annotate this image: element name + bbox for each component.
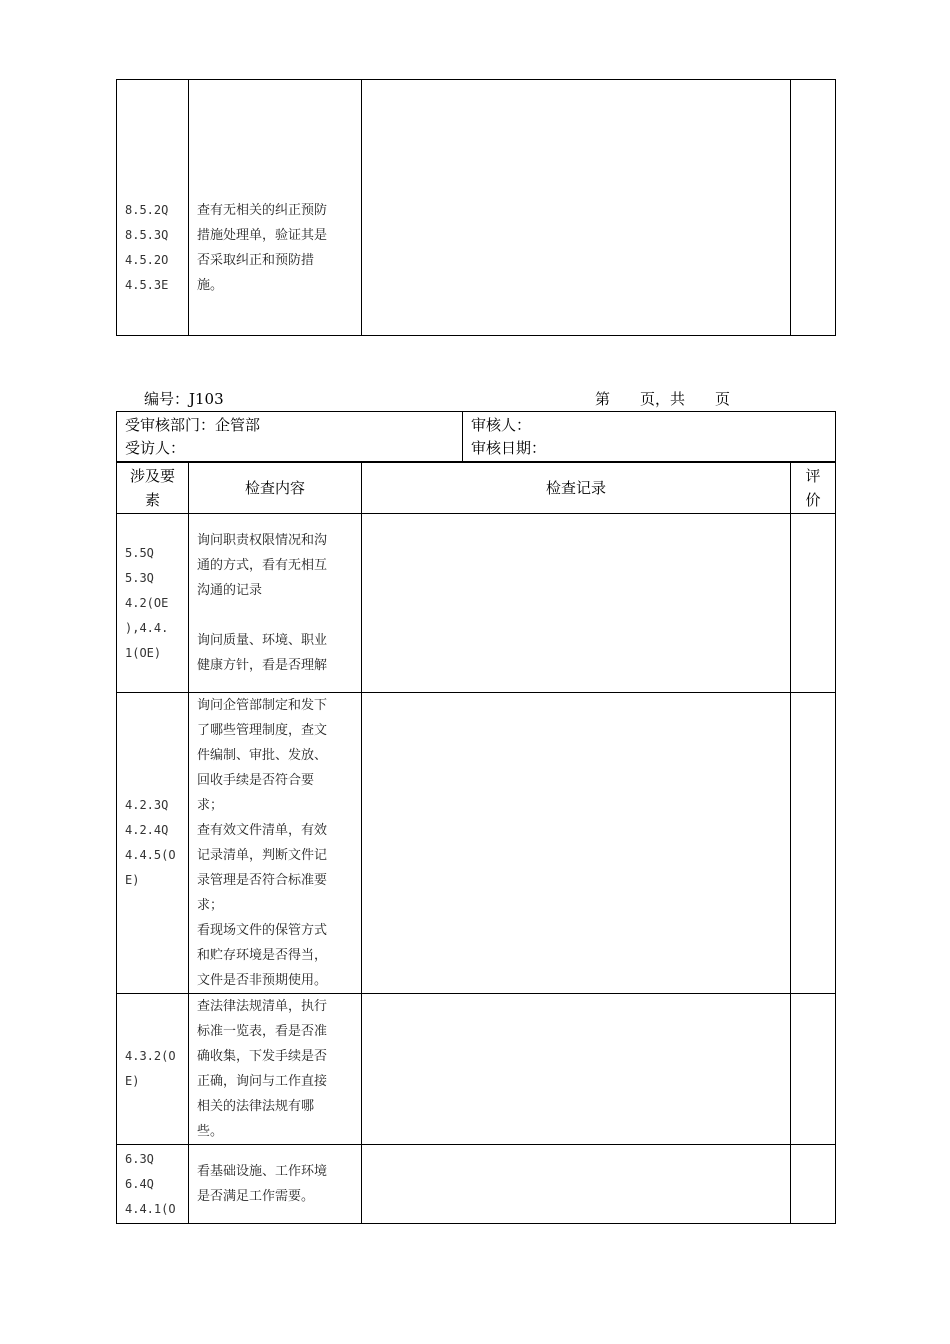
element-code: 4.3.2(O [125,1049,176,1063]
table-row [117,514,836,693]
element-code: 6.3Q [125,1151,154,1166]
check-record-cell[interactable] [362,693,791,994]
content-line: 记录清单，判断文件记 [197,848,328,863]
content-line: 是否满足工作需要。 [197,1189,315,1204]
content-line: 看现场文件的保管方式 [197,923,328,938]
audit-info-table [116,411,836,463]
content-line: 询问质量、环境、职业 [197,633,328,648]
rating-cell[interactable] [791,1145,836,1224]
check-record-cell[interactable] [362,80,791,336]
check-record-cell[interactable] [362,514,791,693]
dept-info-cell [117,412,463,463]
element-codes-cell [117,994,189,1145]
element-code: 5.5Q [125,545,154,560]
rating-cell[interactable] [791,994,836,1145]
content-line: 查法律法规清单，执行 [197,999,328,1014]
content-line: 件编制、审批、发放、 [197,748,328,763]
element-code: 8.5.3Q [125,228,169,242]
content-line: 回收手续是否符合要 [197,773,315,788]
check-content-cell [189,994,362,1145]
header-rating: 评 价 [791,462,836,514]
rating-cell[interactable] [791,80,836,336]
check-record-cell[interactable] [362,994,791,1145]
content-line: 文件是否非预期使用。 [197,973,328,988]
element-code: 4.2.3Q [125,798,169,812]
content-line: 查有无相关的纠正预防 [197,203,328,218]
check-content-cell [189,514,362,693]
element-code: 5.3Q [125,570,154,585]
rating-cell[interactable] [791,693,836,994]
element-code: 4.5.2O [125,253,169,267]
header-record: 检查记录 [362,462,791,514]
content-line: 询问职责权限情况和沟 [197,533,328,548]
check-content-cell [189,1145,362,1224]
content-line: 询问企管部制定和发下 [197,698,328,713]
content-line: 查有效文件清单，有效 [197,823,328,838]
content-line: 施。 [197,278,224,293]
content-line: 措施处理单，验证其是 [197,228,328,243]
content-line: 求； [197,798,224,813]
element-codes-cell [117,514,189,693]
header-elements: 涉及要 素 [117,462,189,514]
content-line: 求； [197,898,224,913]
table-row [117,80,836,336]
element-code: 4.2(OE [125,595,169,610]
element-code: ),4.4. [125,620,169,635]
content-line: 通的方式，看有无相互 [197,558,328,573]
header-content: 检查内容 [189,462,362,514]
content-line: 确收集，下发手续是否 [197,1049,328,1064]
header-row [117,462,836,514]
element-codes-cell [117,693,189,994]
content-line: 标准一览表，看是否准 [197,1024,328,1039]
content-line: 些。 [197,1124,224,1139]
interviewee-field[interactable]: 受访人： [125,439,186,457]
rating-cell[interactable] [791,514,836,693]
content-line: 沟通的记录 [197,583,263,598]
element-code: 8.5.2Q [125,203,169,217]
element-codes-cell [117,1145,189,1224]
auditor-field[interactable]: 审核人： [471,416,532,434]
element-code: 4.2.4Q [125,823,169,837]
content-line: 和贮存环境是否得当， [197,948,328,963]
element-code: 4.5.3E [125,278,169,292]
content-line: 看基础设施、工作环境 [197,1164,328,1179]
check-content-cell [189,80,362,336]
content-line: 正确，询问与工作直接 [197,1074,328,1089]
auditor-info-cell [463,412,836,463]
element-code: E) [125,1074,140,1088]
table-row [117,994,836,1145]
content-line: 健康方针，看是否理解 [197,658,328,673]
audit-date-field[interactable]: 审核日期： [471,439,547,457]
element-code: 1(OE) [125,645,162,660]
table-row [117,693,836,994]
info-row [117,412,836,463]
element-code: E) [125,873,140,887]
form-number: 编号：J103 [144,390,224,408]
table-row [117,1145,836,1224]
content-line: 录管理是否符合标准要 [197,873,328,888]
element-code: 4.4.1(O [125,1201,176,1216]
page-indicator: 第 页，共 页 [595,390,731,408]
checklist-table [116,461,836,1224]
check-record-cell[interactable] [362,1145,791,1224]
content-line: 否采取纠正和预防措 [197,253,315,268]
audited-department: 受审核部门：企管部 [125,416,261,434]
blank-line [197,603,355,628]
element-code: 4.4.5(O [125,848,176,862]
element-codes-cell [117,80,189,336]
check-content-cell [189,693,362,994]
content-line: 相关的法律法规有哪 [197,1099,315,1114]
continuation-table [116,79,836,336]
element-code: 6.4Q [125,1176,154,1191]
content-line: 了哪些管理制度，查文 [197,723,328,738]
